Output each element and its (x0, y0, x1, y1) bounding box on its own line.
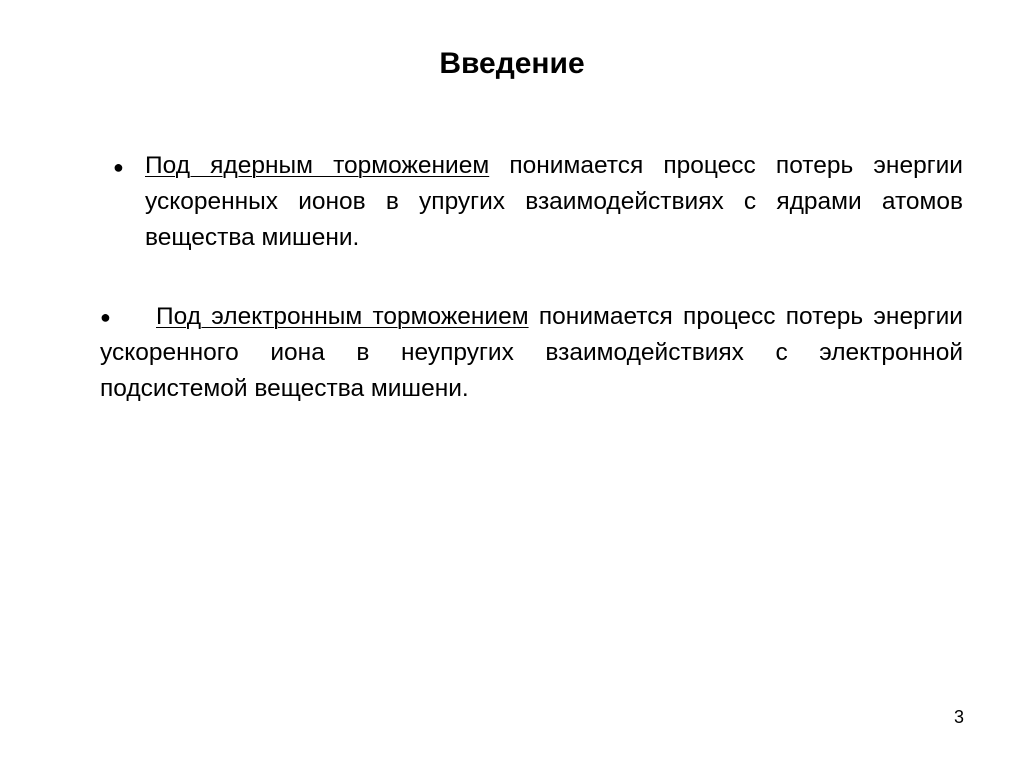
bullet-marker: ● (113, 157, 124, 177)
term-electronic-stopping: Под электронным торможением (156, 303, 529, 330)
definition-electronic-stopping: понимается процесс потерь энергии ускоренного иона в неупругих взаимодействиях с электронной подсистемой вещества мишени. (100, 303, 963, 402)
bullet-marker: ● (100, 307, 111, 327)
bullet-paragraph-electronic-stopping (100, 299, 963, 407)
slide-title: Введение (439, 47, 585, 80)
term-nuclear-stopping: Под ядерным торможением (145, 152, 490, 179)
definition-nuclear-stopping: понимается процесс потерь энергии ускоренных ионов в упругих взаимодействиях с ядрами атомов вещества мишени. (145, 152, 963, 251)
page-number: 3 (953, 707, 964, 727)
bullet-paragraph-nuclear-stopping (145, 148, 963, 256)
